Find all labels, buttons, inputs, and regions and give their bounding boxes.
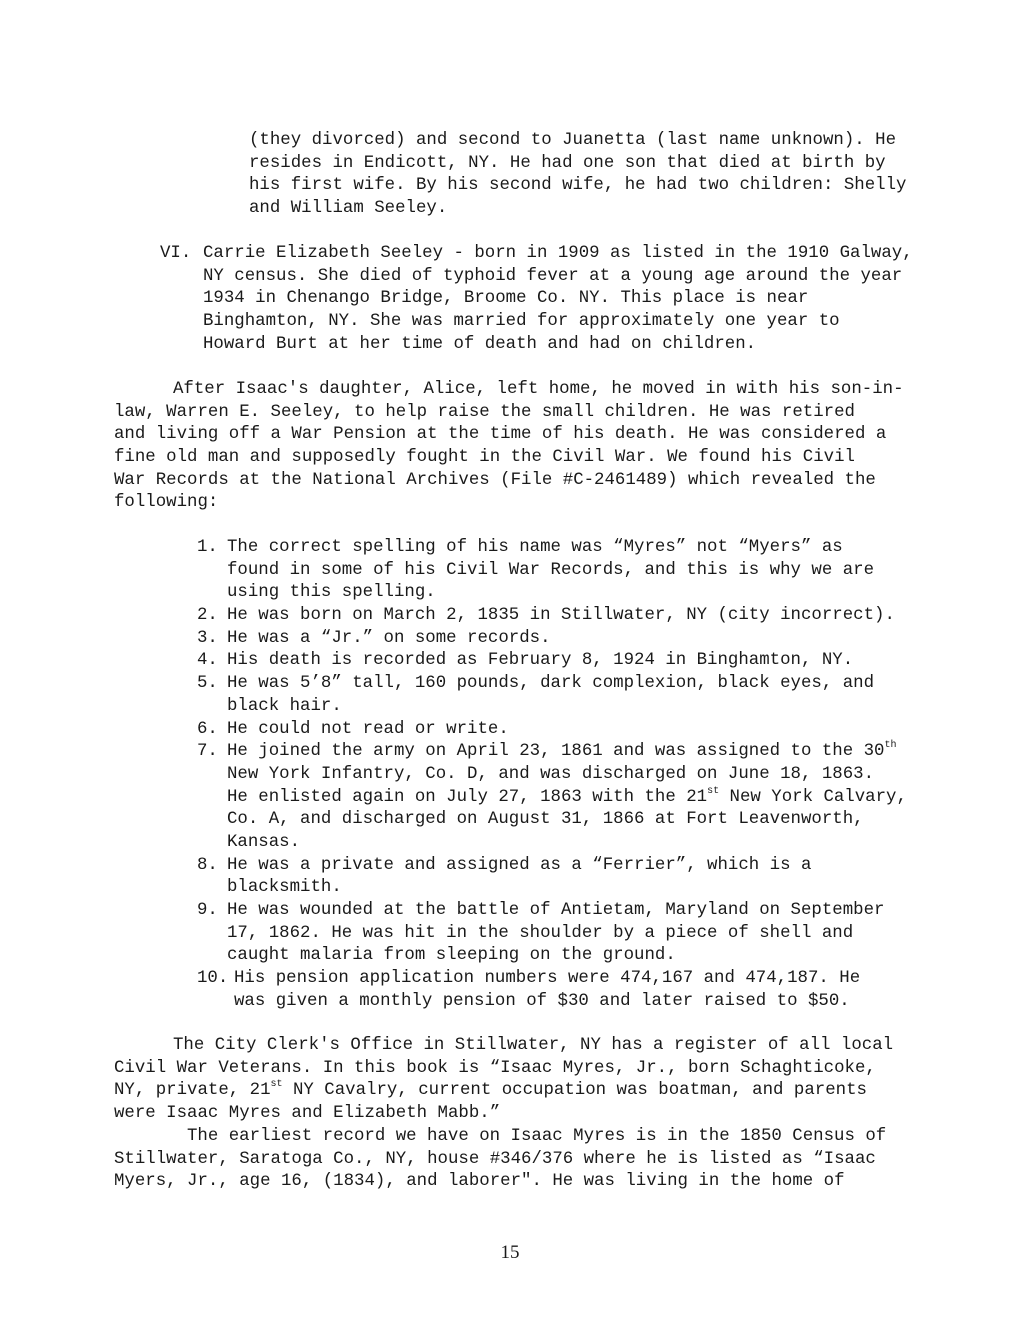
text-segment: NY Cavalry, current occupation was boatman, and parents xyxy=(282,1081,867,1101)
text-line xyxy=(227,741,907,764)
text-line: Carrie Elizabeth Seeley - born in 1909 as listed in the 1910 Galway, xyxy=(203,244,913,263)
paragraph-city-clerk xyxy=(114,1035,893,1126)
list-item xyxy=(197,741,907,854)
text-line: was given a monthly pension of $30 and later raised to $50. xyxy=(234,991,850,1011)
list-item xyxy=(197,673,907,718)
text-line: caught malaria from sleeping on the ground. xyxy=(227,946,676,966)
list-number: 7. xyxy=(197,742,218,762)
text-line: and living off a War Pension at the time of his death. He was considered a xyxy=(114,425,887,445)
text-line: After Isaac's daughter, Alice, left home, he moved in with his son-in- xyxy=(173,380,904,399)
list-item xyxy=(197,968,907,1013)
list-number: 3. xyxy=(197,628,218,648)
paragraph-earliest-record xyxy=(114,1126,886,1194)
superscript: st xyxy=(707,785,720,797)
records-list xyxy=(197,537,907,1013)
text-line: fine old man and supposedly fought in the Civil War. We found his Civil xyxy=(114,448,855,468)
list-number: 6. xyxy=(197,719,218,739)
page-number: 15 xyxy=(500,1242,520,1263)
list-number: 1. xyxy=(197,538,218,557)
list-item xyxy=(197,900,907,968)
superscript: th xyxy=(884,740,897,752)
text-segment: NY, private, 21 xyxy=(114,1081,271,1101)
text-line: Civil War Veterans. In this book is “Isaac Myres, Jr., born Schaghticoke, xyxy=(114,1058,876,1078)
text-line: He was a private and assigned as a “Ferrier”, which is a xyxy=(227,855,812,875)
text-line: and William Seeley. xyxy=(249,199,448,219)
text-line: The earliest record we have on Isaac Myres is in the 1850 Census of xyxy=(187,1127,887,1146)
list-item xyxy=(197,855,907,900)
list-number: 8. xyxy=(197,855,218,875)
text-line: Co. A, and discharged on August 31, 1866 at Fort Leavenworth, xyxy=(227,810,864,830)
text-line: blacksmith. xyxy=(227,878,342,898)
text-line: He was a “Jr.” on some records. xyxy=(227,628,551,648)
text-line: The City Clerk's Office in Stillwater, NY has a register of all local xyxy=(173,1036,894,1055)
text-line: Binghamton, NY. She was married for approximately one year to xyxy=(203,312,840,332)
list-number: 10. xyxy=(197,969,229,989)
text-line: His death is recorded as February 8, 1924 in Binghamton, NY. xyxy=(227,651,854,671)
intro-paragraph xyxy=(249,130,906,221)
section-numeral: VI. xyxy=(160,244,192,263)
list-item xyxy=(197,537,907,605)
list-number: 5. xyxy=(197,674,218,694)
list-item xyxy=(197,628,907,651)
text-line xyxy=(114,1080,893,1103)
text-line: His pension application numbers were 474,167 and 474,187. He xyxy=(234,969,861,989)
section-vi xyxy=(160,243,913,356)
text-line: were Isaac Myres and Elizabeth Mabb.” xyxy=(114,1104,501,1124)
text-line: The correct spelling of his name was “Myres” not “Myers” as xyxy=(227,538,843,557)
text-line: Myers, Jr., age 16, (1834), and laborer". He was living in the home of xyxy=(114,1172,845,1192)
list-item xyxy=(197,719,907,742)
list-item xyxy=(197,650,907,673)
list-item xyxy=(197,605,907,628)
list-number: 9. xyxy=(197,901,218,920)
text-line: War Records at the National Archives (File #C-2461489) which revealed the xyxy=(114,470,876,490)
text-line: He was born on March 2, 1835 in Stillwater, NY (city incorrect). xyxy=(227,606,895,626)
text-line: Howard Burt at her time of death and had on children. xyxy=(203,334,757,354)
text-line: He was wounded at the battle of Antietam, Maryland on September xyxy=(227,901,885,920)
text-line: (they divorced) and second to Juanetta (last name unknown). He xyxy=(249,131,897,150)
text-line: Kansas. xyxy=(227,832,301,852)
list-number: 4. xyxy=(197,651,218,671)
paragraph-after-isaac xyxy=(114,379,904,515)
list-number: 2. xyxy=(197,606,218,626)
text-segment: He enlisted again on July 27, 1863 with the 21 xyxy=(227,787,708,807)
text-segment: He joined the army on April 23, 1861 and was assigned to the 30 xyxy=(227,742,885,762)
text-line: 1934 in Chenango Bridge, Broome Co. NY. This place is near xyxy=(203,289,809,309)
text-line: NY census. She died of typhoid fever at a young age around the year xyxy=(203,266,903,286)
text-line: black hair. xyxy=(227,696,342,716)
text-line: 17, 1862. He was hit in the shoulder by a piece of shell and xyxy=(227,923,854,943)
text-line: He was 5’8” tall, 160 pounds, dark complexion, black eyes, and xyxy=(227,674,875,694)
text-line: Stillwater, Saratoga Co., NY, house #346/376 where he is listed as “Isaac xyxy=(114,1149,876,1169)
text-line: law, Warren E. Seeley, to help raise the small children. He was retired xyxy=(114,402,855,422)
text-line: found in some of his Civil War Records, and this is why we are xyxy=(227,560,875,580)
text-line xyxy=(227,787,907,810)
text-line: following: xyxy=(114,493,219,513)
text-line: resides in Endicott, NY. He had one son that died at birth by xyxy=(249,153,886,173)
text-line: New York Infantry, Co. D, and was discharged on June 18, 1863. xyxy=(227,764,875,784)
superscript: st xyxy=(270,1079,283,1091)
text-segment: New York Calvary, xyxy=(719,787,907,807)
text-line: He could not read or write. xyxy=(227,719,509,739)
text-line: his first wife. By his second wife, he had two children: Shelly xyxy=(249,176,907,196)
text-line: using this spelling. xyxy=(227,583,436,603)
